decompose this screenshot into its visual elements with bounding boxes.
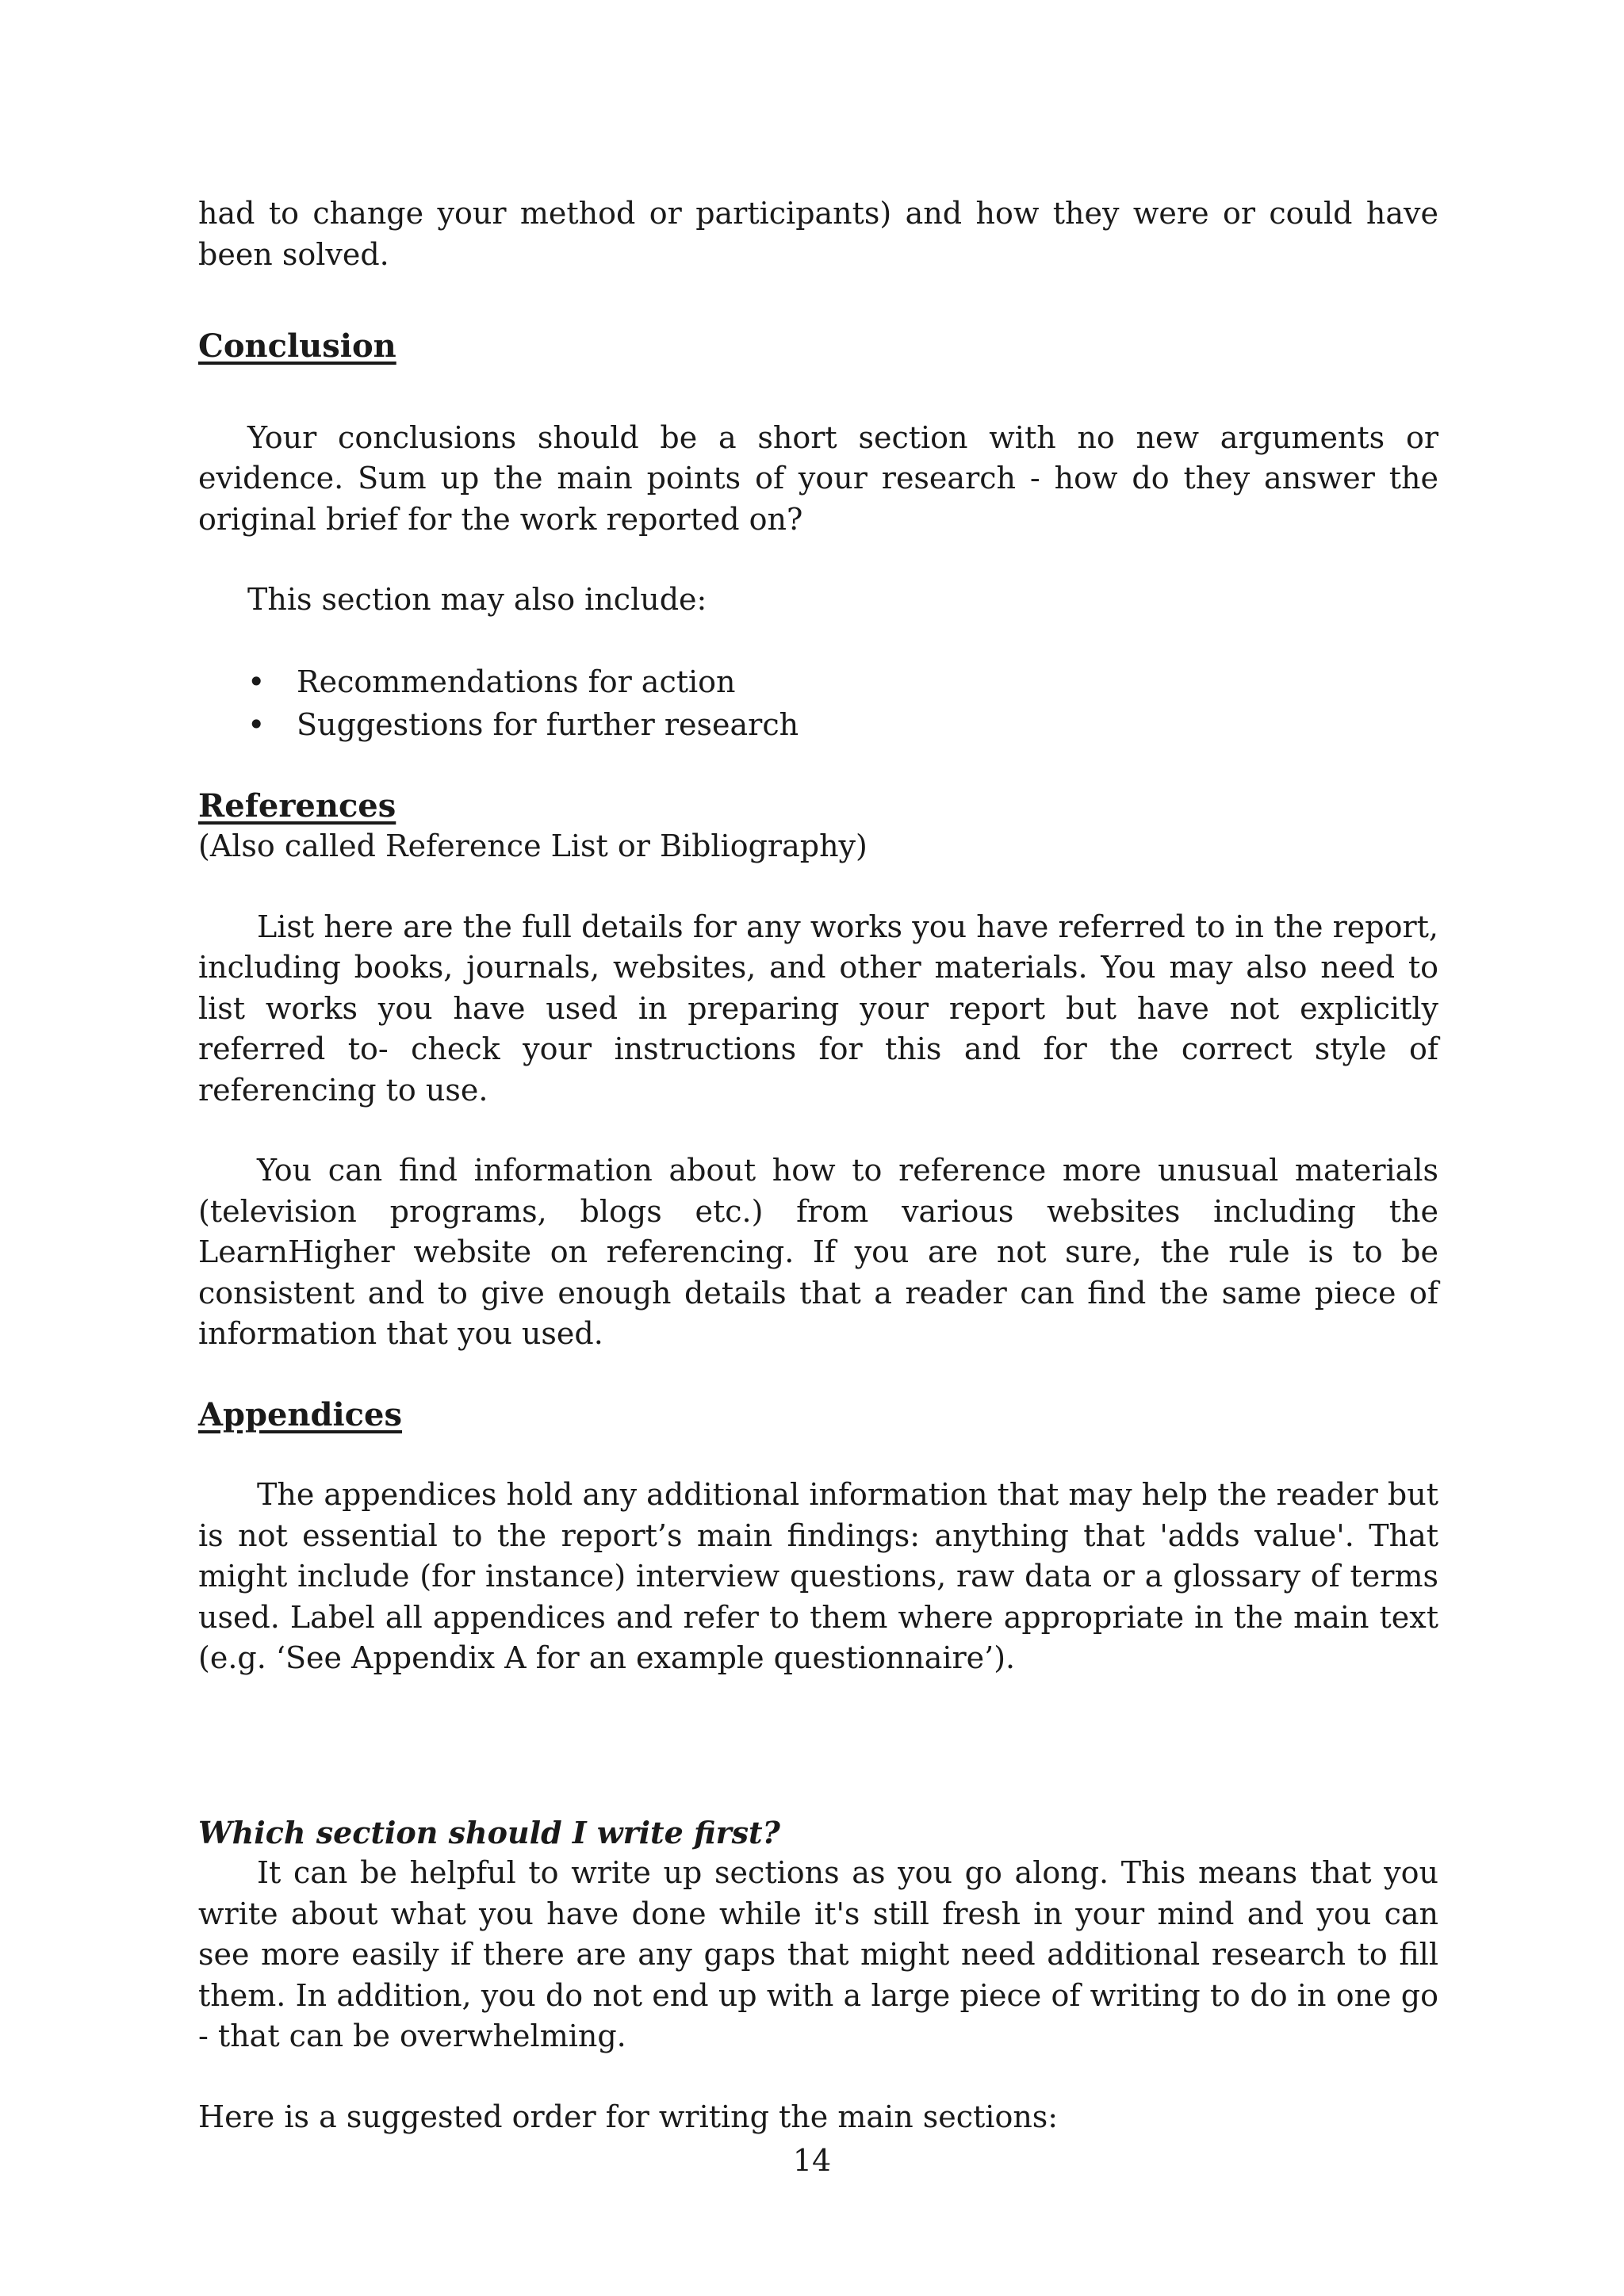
references-paragraph-1: List here are the full details for any works you have referred to in the report, including books, journals, websites, and other materials. You may also need to list works you have used in preparing your report but have not explicitly referred to- check your instructions for this and for the correct style of referencing to use. (198, 909, 1438, 1108)
page-number: 14 (792, 2143, 832, 2178)
document-page (198, 193, 1438, 2137)
conclusion-heading: Conclusion (198, 327, 396, 365)
continuation-paragraph: had to change your method or participants) and how they were or could have been solved. (198, 196, 1438, 272)
list-item (198, 660, 1438, 703)
conclusion-paragraph-1: Your conclusions should be a short section with no new arguments or evidence. Sum up the main points of your research - how do they answer the original brief for the work reported on? (198, 419, 1438, 537)
references-paragraph-2: You can find information about how to reference more unusual materials (television programs, blogs etc.) from various websites including the LearnHigher website on referencing. If you are not sure, the rule is to be consistent and to give enough details that a reader can find the same piece of information that you used. (198, 1153, 1438, 1351)
which-first-paragraph-1: It can be helpful to write up sections as you go along. This means that you write about what you have done while it's still fresh in your mind and you can see more easily if there are any gaps that might need additional research to fill them. In addition, you do not end up with a large piece of writing to do in one go - that can be overwhelming. (198, 1855, 1438, 2053)
list-item-text: Suggestions for further research (297, 706, 799, 742)
references-heading: References (198, 786, 396, 825)
appendices-paragraph-1: The appendices hold any additional information that may help the reader but is not essential to the report’s main findings: anything that 'adds value'. That might include (for instance) interview questions, raw data or a glossary of terms used. Label all appendices and refer to them where appropriate in the main text (e.g. ‘See Appendix A for an example questionnaire’). (198, 1477, 1438, 1675)
conclusion-paragraph-2: This section may also include: (247, 582, 707, 617)
which-first-heading: Which section should I write first? (198, 1814, 780, 1850)
list-item-text: Recommendations for action (297, 664, 736, 699)
which-first-paragraph-2: Here is a suggested order for writing the main sections: (198, 2099, 1059, 2134)
conclusion-bullet-list (198, 660, 1438, 746)
list-item (198, 703, 1438, 746)
appendices-heading: Appendices (198, 1395, 402, 1433)
references-subtitle: (Also called Reference List or Bibliography) (198, 828, 868, 863)
bullet-icon: • (247, 664, 266, 699)
bullet-icon: • (247, 706, 266, 742)
